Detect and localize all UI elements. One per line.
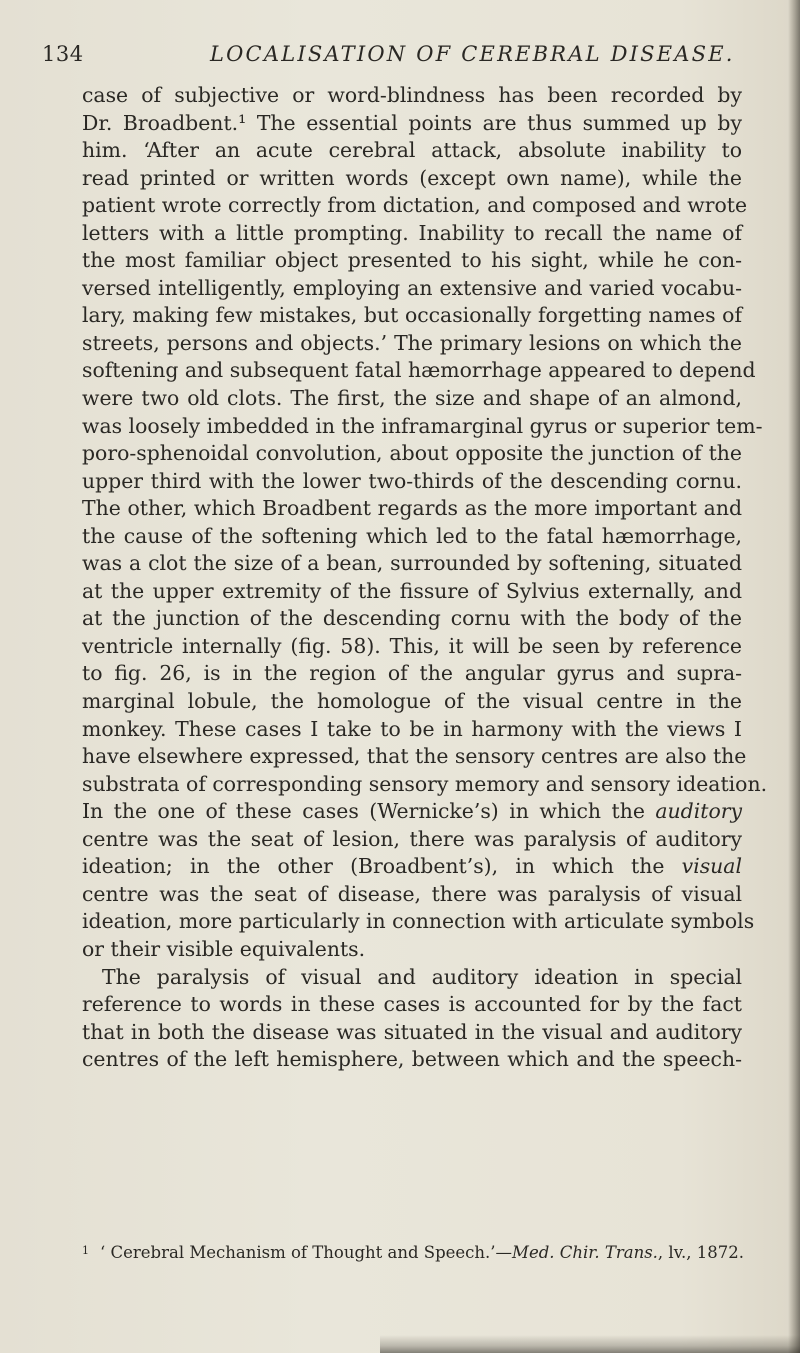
- line-text: In the one of these cases (Wernicke’s) in which the: [82, 799, 645, 824]
- text-line-with-italic: [82, 853, 742, 881]
- page-edge-shadow: [788, 0, 800, 1353]
- text-line: case of subjective or word-blindness has been recorded by: [82, 83, 742, 107]
- footnote: [82, 1240, 745, 1264]
- running-title: LOCALISATION OF CEREBRAL DISEASE.: [210, 42, 735, 66]
- page-header: [42, 40, 772, 70]
- text-line: at the junction of the descending cornu with the body of the: [82, 606, 742, 631]
- text-line: centres of the left hemisphere, between which and the speech-: [82, 1047, 742, 1072]
- footnote-text: ‘ Cerebral Mechanism of Thought and Speech.’—: [100, 1243, 513, 1262]
- page-number: 134: [42, 42, 84, 66]
- text-line: softening and subsequent fatal hæmorrhage appeared to depend: [82, 358, 756, 383]
- text-line: was a clot the size of a bean, surrounded by softening, situated: [82, 551, 742, 576]
- text-line: streets, persons and objects.’ The primary lesions on which the: [82, 330, 742, 355]
- text-line: was loosely imbedded in the inframarginal gyrus or superior tem-: [82, 413, 763, 438]
- italic-word-visual: visual: [681, 854, 742, 879]
- text-line: at the upper extremity of the fissure of Sylvius externally, and: [82, 578, 742, 603]
- line-text: ideation; in the other (Broadbent’s), in which the: [82, 854, 665, 879]
- text-line: lary, making few mistakes, but occasionally forgetting names of: [82, 303, 742, 328]
- text-line: to fig. 26, is in the region of the angular gyrus and supra-: [82, 661, 742, 686]
- text-line: him. ‘After an acute cerebral attack, absolute inability to: [82, 138, 742, 163]
- text-line: poro-sphenoidal convolution, about opposite the junction of the: [82, 441, 742, 466]
- text-line: that in both the disease was situated in the visual and auditory: [82, 1019, 742, 1044]
- body-text: [82, 82, 768, 1074]
- text-line-with-italic: [82, 798, 742, 826]
- text-line: or their visible equivalents.: [82, 936, 366, 961]
- text-line: letters with a little prompting. Inability to recall the name of: [82, 220, 742, 245]
- text-line: centre was the seat of disease, there was paralysis of visual: [82, 881, 742, 906]
- text-line: marginal lobule, the homologue of the visual centre in the: [82, 689, 742, 714]
- text-line: The other, which Broadbent regards as the more important and: [82, 496, 742, 521]
- text-line: substrata of corresponding sensory memory and sensory ideation.: [82, 771, 768, 796]
- text-line: ventricle internally (fig. 58). This, it will be seen by reference: [82, 633, 742, 658]
- text-line: ideation, more particularly in connection with articulate symbols: [82, 909, 755, 934]
- footnote-marker: 1: [82, 1244, 89, 1257]
- text-line: the most familiar object presented to his sight, while he con-: [82, 248, 742, 273]
- text-line: versed intelligently, employing an extensive and varied vocabu-: [82, 275, 742, 300]
- text-line: monkey. These cases I take to be in harmony with the views I: [82, 716, 742, 741]
- page-bottom-shadow: [380, 1335, 800, 1353]
- text-line: were two old clots. The first, the size and shape of an almond,: [82, 386, 742, 411]
- footnote-citation: , lv., 1872.: [657, 1243, 745, 1262]
- italic-word-auditory: auditory: [655, 799, 742, 824]
- text-line: upper third with the lower two-thirds of the descending cornu.: [82, 468, 742, 493]
- footnote-source: Med. Chir. Trans.: [512, 1243, 658, 1262]
- text-line: the cause of the softening which led to the fatal hæmorrhage,: [82, 523, 742, 548]
- text-line: Dr. Broadbent.¹ The essential points are thus summed up by: [82, 110, 742, 135]
- text-line: read printed or written words (except own name), while the: [82, 165, 742, 190]
- text-line: centre was the seat of lesion, there was paralysis of auditory: [82, 826, 742, 851]
- text-line: have elsewhere expressed, that the sensory centres are also the: [82, 744, 747, 769]
- text-line: patient wrote correctly from dictation, and composed and wrote: [82, 193, 748, 218]
- text-line: reference to words in these cases is accounted for by the fact: [82, 992, 742, 1017]
- text-line: The paralysis of visual and auditory ideation in special: [102, 964, 742, 989]
